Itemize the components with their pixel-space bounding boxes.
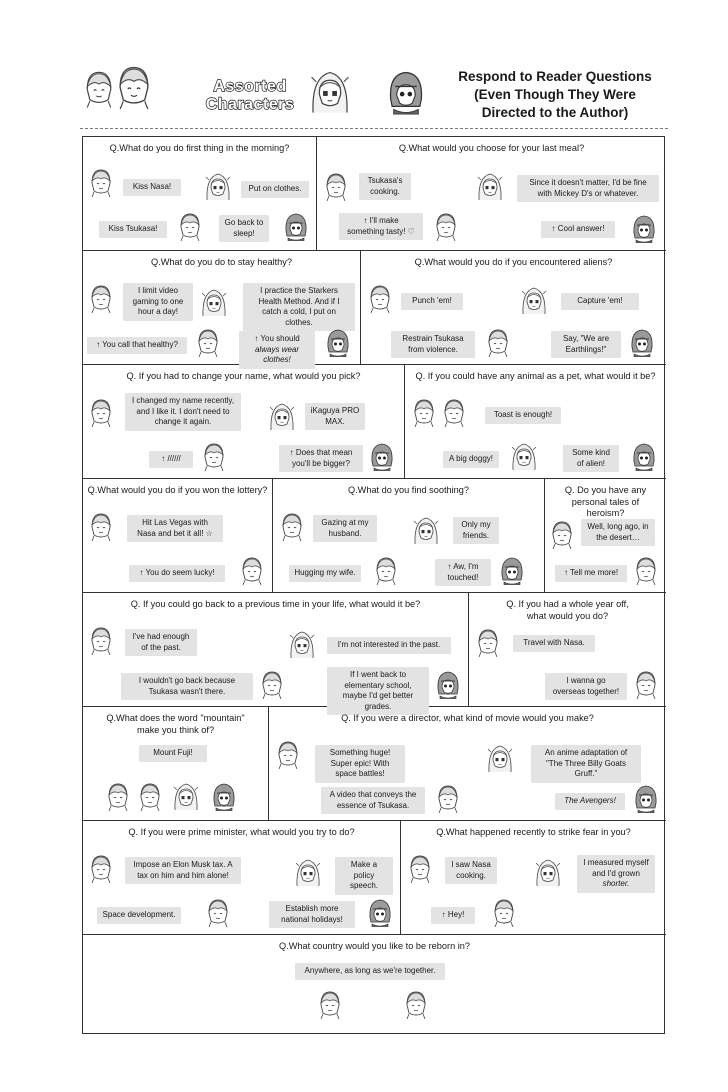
character-avatar [317,989,343,1019]
speech-bubble: Go back to sleep! [219,215,269,242]
speech-bubble: ↑ Does that mean you'll be bigger? [279,445,363,472]
speech-bubble: Toast is enough! [485,407,561,424]
speech-bubble: An anime adaptation of "The Three Billy Goats Gruff." [531,745,641,783]
question: Q. Do you have any personal tales of heroism? [564,485,647,518]
character-avatar [633,555,659,585]
qa-panel [269,707,666,821]
speech-bubble: Hit Las Vegas with Nasa and bet it all! ☆ [127,515,223,542]
character-avatar [88,283,114,313]
character-avatar [325,327,351,357]
character-avatar [88,853,114,883]
question: Q.What do you do to stay healthy? [151,257,292,267]
speech-bubble: Space development. [97,907,181,924]
character-avatar [283,211,309,241]
character-avatar [323,171,349,201]
speech-bubble: ↑ Aw, I'm touched! [435,559,491,586]
page-title [442,68,668,122]
speech-bubble: ↑ Tell me more! [555,565,627,582]
page-header [80,62,668,132]
question: Q.What happened recently to strike fear in you? [436,827,631,837]
question: Q. If you were prime minister, what would you try to do? [128,827,355,837]
character-avatar [367,283,393,313]
character-avatar [435,669,461,699]
speech-bubble: ↑ ////// [149,451,193,468]
character-avatar [485,327,511,357]
speech-bubble: A video that conveys the essence of Tsukasa. [321,787,425,814]
character-avatar [435,783,461,813]
qa-panel [469,593,666,707]
speech-bubble: Impose an Elon Musk tax. A tax on him and him alone! [125,857,241,884]
qa-panel [545,479,666,593]
qa-panel [83,137,317,251]
speech-bubble [577,855,655,893]
speech-bubble: I practice the Starkers Health Method. And if I catch a cold, I put on clothes. [243,283,355,331]
qa-panel [273,479,545,593]
bubble-text-emphasis: The Avengers! [564,796,616,805]
qa-grid [82,136,665,1034]
title-line: Directed to the Author) [481,105,629,120]
character-avatar [491,897,517,927]
speech-bubble: Make a policy speech. [335,857,393,895]
qa-panel [361,251,666,365]
character-avatar [403,989,429,1019]
character-avatar [633,783,659,813]
qa-panel [317,137,666,251]
qa-panel [405,365,666,479]
bubble-text-emphasis: shorter. [602,879,630,888]
speech-bubble: I limit video gaming to one hour a day! [123,283,193,321]
title-logo [198,76,302,116]
speech-bubble: Some kind of alien! [563,445,619,472]
speech-bubble: Gazing at my husband. [313,515,377,542]
speech-bubble: iKaguya PRO MAX. [305,403,365,430]
speech-bubble: ↑ You do seem lucky! [129,565,225,582]
character-avatar [487,743,513,773]
bubble-text: ↑ You should [254,334,300,343]
character-avatar [629,327,655,357]
speech-bubble: Mount Fuji! [139,745,207,762]
qa-panel [83,593,469,711]
character-avatar [367,897,393,927]
character-avatar [631,213,657,243]
title-line: Assorted [213,78,287,95]
character-avatar [310,66,350,116]
speech-bubble: Well, long ago, in the desert… [581,519,655,546]
speech-bubble: Hugging my wife. [289,565,361,582]
speech-bubble: Kiss Tsukasa! [99,221,167,238]
speech-bubble: Put on clothes. [241,181,309,198]
speech-bubble: Since it doesn't matter, I'd be fine with Mickey D's or whatever. [517,175,659,202]
character-avatar [205,897,231,927]
qa-panel [83,821,401,935]
qa-panel [83,479,273,593]
character-avatar [88,397,114,427]
question: Q.What country would you like to be reborn in? [279,941,470,951]
speech-bubble: ↑ Cool answer! [541,221,615,238]
character-avatar [195,327,221,357]
character-avatar [521,285,547,315]
character-avatar [433,211,459,241]
question: Q. If you could go back to a previous time in your life, what would it be? [130,599,421,609]
qa-panel [83,251,361,365]
question: Q.What would you do if you encountered aliens? [414,257,613,267]
character-avatar [205,171,231,201]
character-avatar [535,857,561,887]
speech-bubble: Anywhere, as long as we're together. [295,963,445,980]
character-avatar [88,167,114,197]
character-avatar [211,781,237,811]
character-avatar [82,68,116,108]
speech-bubble: Punch 'em! [401,293,463,310]
character-avatar [633,669,659,699]
character-avatar [477,171,503,201]
character-avatar [239,555,265,585]
speech-bubble: I changed my name recently, and I like it. I don't need to change it again. [125,393,241,431]
character-avatar [88,511,114,541]
speech-bubble: I wouldn't go back because Tsukasa wasn't there. [121,673,253,700]
speech-bubble: I'm not interested in the past. [327,637,451,654]
character-avatar [289,629,315,659]
character-avatar [88,625,114,655]
question: Q.What do you find soothing? [347,485,470,495]
question: Q.What would you choose for your last meal? [398,143,585,153]
speech-bubble: Tsukasa's cooking. [359,173,411,200]
question: Q. If you could have any animal as a pet, what would it be? [415,371,656,381]
speech-bubble: ↑ Hey! [431,907,475,924]
character-avatar [114,62,154,110]
qa-panel [83,935,666,1033]
speech-bubble [239,331,315,369]
question: Q.What would you do if you won the lottery? [87,485,268,495]
character-avatar [369,441,395,471]
divider [80,128,668,129]
question: Q.What does the word "mountain" make you think of? [106,713,245,735]
question: Q. If you had a whole year off, what would you do? [506,599,629,621]
character-avatar [475,627,501,657]
character-avatar [201,287,227,317]
speech-bubble: Restrain Tsukasa from violence. [391,331,475,358]
speech-bubble: Capture 'em! [561,293,639,310]
speech-bubble: I wanna go overseas together! [545,673,627,700]
speech-bubble: Kiss Nasa! [123,179,181,196]
bubble-text: I measured myself and I'd grown [583,858,649,878]
speech-bubble: ↑ I'll make something tasty! ♡ [339,213,423,240]
character-avatar [549,519,575,549]
character-avatar [269,401,295,431]
speech-bubble: ↑ You call that healthy? [87,337,187,354]
character-avatar [373,555,399,585]
question: Q. If you were a director, what kind of movie would you make? [341,713,594,723]
character-avatar [411,397,437,427]
character-avatar [279,511,305,541]
character-avatar [413,515,439,545]
title-line: Respond to Reader Questions [458,69,652,84]
speech-bubble: Only my friends. [453,517,499,544]
qa-panel [83,365,405,479]
character-avatar [499,555,525,585]
speech-bubble: Establish more national holidays! [269,901,355,928]
speech-bubble: If I went back to elementary school, maybe I'd get better grades. [327,667,429,715]
character-avatar [137,781,163,811]
character-avatar [259,669,285,699]
speech-bubble [555,793,625,810]
character-avatar [407,853,433,883]
speech-bubble: Say, "We are Earthlings!" [551,331,621,358]
character-avatar [631,441,657,471]
character-avatar [173,781,199,811]
speech-bubble: Something huge! Super epic! With space battles! [315,745,405,783]
speech-bubble: I saw Nasa cooking. [445,857,497,884]
title-line: Characters [205,96,295,113]
bubble-text-emphasis: always wear clothes! [254,344,299,364]
character-avatar [295,857,321,887]
character-avatar [275,739,301,769]
question: Q.What do you do first thing in the morning? [109,143,290,153]
qa-panel [401,821,666,935]
character-avatar [177,211,203,241]
character-avatar [511,441,537,471]
character-avatar [441,397,467,427]
speech-bubble: Travel with Nasa. [513,635,595,652]
title-line: (Even Though They Were [474,87,636,102]
qa-panel [83,707,269,821]
speech-bubble: A big doggy! [443,451,499,468]
question: Q. If you had to change your name, what would you pick? [126,371,361,381]
character-avatar [105,781,131,811]
character-avatar [386,66,426,116]
speech-bubble: I've had enough of the past. [125,629,197,656]
character-avatar [201,441,227,471]
